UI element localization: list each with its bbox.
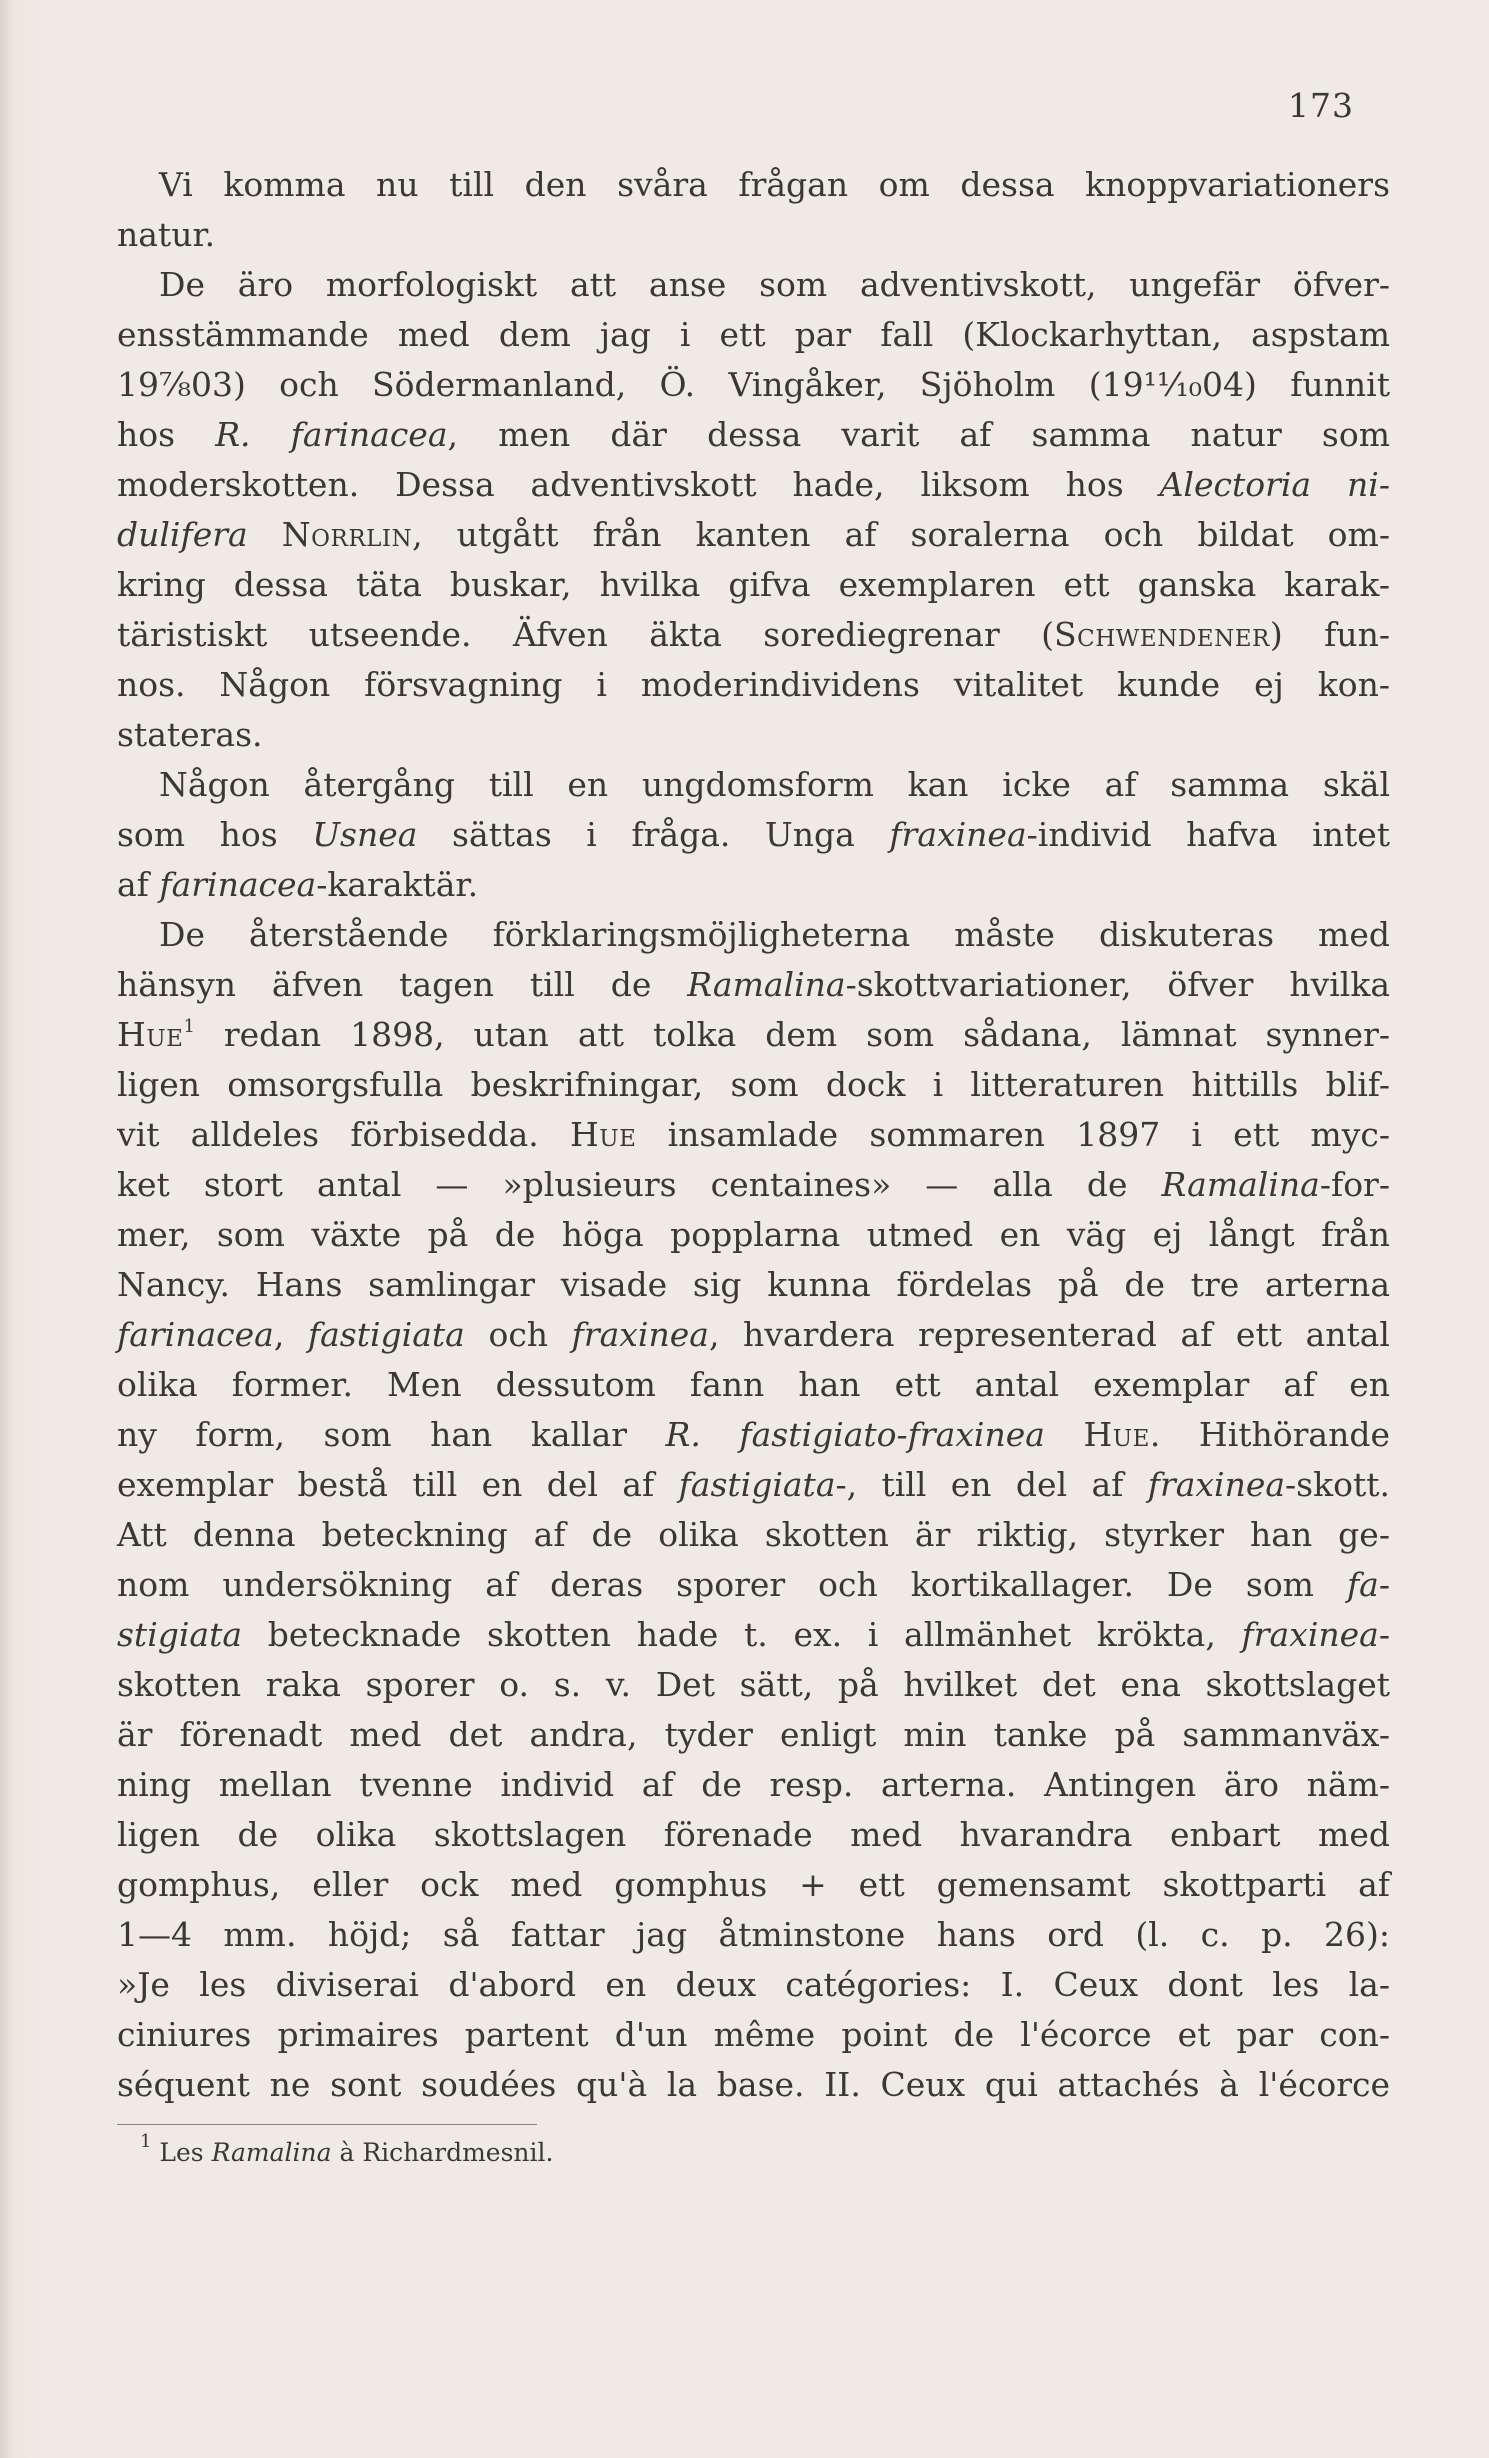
text-line: ensstämmande med dem jag i ett par fall (Klockarhyttan, aspstam: [117, 315, 1390, 354]
text-line: De återstående förklaringsmöjligheterna måste diskuteras med: [159, 915, 1390, 954]
text-line: skotten raka sporer o. s. v. Det sätt, på hvilket det ena skottslaget: [117, 1665, 1390, 1704]
text-line: ny form, som han kallar R. fastigiato-fraxinea Hue. Hithörande: [117, 1415, 1390, 1454]
text-line: hos R. farinacea, men där dessa varit af samma natur som: [117, 415, 1390, 454]
text-line: af farinacea-karaktär.: [117, 865, 479, 904]
footnote: [140, 2133, 553, 2173]
footnote-marker: 1: [140, 2131, 152, 2152]
text-line: De äro morfologiskt att anse som adventivskott, ungefär öfver-: [159, 265, 1390, 304]
text-line: Nancy. Hans samlingar visade sig kunna fördelas på de tre arterna: [117, 1265, 1390, 1304]
page-number: 173: [1288, 86, 1354, 125]
text-line: séquent ne sont soudées qu'à la base. II. Ceux qui attachés à l'écorce: [117, 2065, 1390, 2104]
text-line: moderskotten. Dessa adventivskott hade, liksom hos Alectoria ni-: [117, 465, 1390, 504]
text-line: 1—4 mm. höjd; så fattar jag åtminstone hans ord (l. c. p. 26):: [117, 1915, 1390, 1954]
text-line: stigiata betecknade skotten hade t. ex. i allmänhet krökta, fraxinea-: [117, 1615, 1390, 1654]
text-line: hänsyn äfven tagen till de Ramalina-skottvariationer, öfver hvilka: [117, 965, 1390, 1004]
text-line: kring dessa täta buskar, hvilka gifva exemplaren ett ganska karak-: [117, 565, 1390, 604]
text-line: är förenadt med det andra, tyder enligt min tanke på sammanväx-: [117, 1715, 1390, 1754]
text-line: »Je les diviserai d'abord en deux catégories: I. Ceux dont les la-: [117, 1965, 1390, 2004]
footnote-divider: [117, 2124, 537, 2125]
footnote-text: Les Ramalina à Richardmesnil.: [159, 2138, 554, 2167]
text-line: ciniures primaires partent d'un même point de l'écorce et par con-: [117, 2015, 1390, 2054]
text-line: stateras.: [117, 715, 263, 754]
text-line: Hue$^1$ redan 1898, utan att tolka dem som sådana, lämnat synner-: [117, 1015, 1390, 1054]
text-line: 19⁷⁄₈03) och Södermanland, Ö. Vingåker, Sjöholm (19¹¹⁄₁₀04) funnit: [117, 365, 1390, 404]
text-line: farinacea, fastigiata och fraxinea, hvardera representerad af ett antal: [117, 1315, 1390, 1354]
text-line: som hos Usnea sättas i fråga. Unga fraxinea-individ hafva intet: [117, 815, 1390, 854]
text-line: Vi komma nu till den svåra frågan om dessa knoppvariationers: [159, 165, 1390, 204]
text-line: Någon återgång till en ungdomsform kan icke af samma skäl: [159, 765, 1390, 804]
text-line: mer, som växte på de höga popplarna utmed en väg ej långt från: [117, 1215, 1390, 1254]
text-line: gomphus, eller ock med gomphus + ett gemensamt skottparti af: [117, 1865, 1390, 1904]
text-line: ligen omsorgsfulla beskrifningar, som dock i litteraturen hittills blif-: [117, 1065, 1390, 1104]
text-line: exemplar bestå till en del af fastigiata-, till en del af fraxinea-skott.: [117, 1465, 1390, 1504]
text-line: dulifera Norrlin, utgått från kanten af soralerna och bildat om-: [117, 515, 1390, 554]
text-line: ligen de olika skottslagen förenade med hvarandra enbart med: [117, 1815, 1390, 1854]
body-text: [117, 160, 1390, 2110]
text-line: täristiskt utseende. Äfven äkta sorediegrenar (Schwendener) fun-: [117, 615, 1390, 654]
text-line: ket stort antal — »plusieurs centaines» — alla de Ramalina-for-: [117, 1165, 1390, 1204]
text-line: ning mellan tvenne individ af de resp. arterna. Antingen äro näm-: [117, 1765, 1390, 1804]
text-line: olika former. Men dessutom fann han ett antal exemplar af en: [117, 1365, 1390, 1404]
text-line: natur.: [117, 215, 216, 254]
text-line: nos. Någon försvagning i moderindividens vitalitet kunde ej kon-: [117, 665, 1390, 704]
text-line: nom undersökning af deras sporer och kortikallager. De som fa-: [117, 1565, 1390, 1604]
text-line: vit alldeles förbisedda. Hue insamlade sommaren 1897 i ett myc-: [117, 1115, 1391, 1154]
text-line: Att denna beteckning af de olika skotten är riktig, styrker han ge-: [117, 1515, 1390, 1554]
